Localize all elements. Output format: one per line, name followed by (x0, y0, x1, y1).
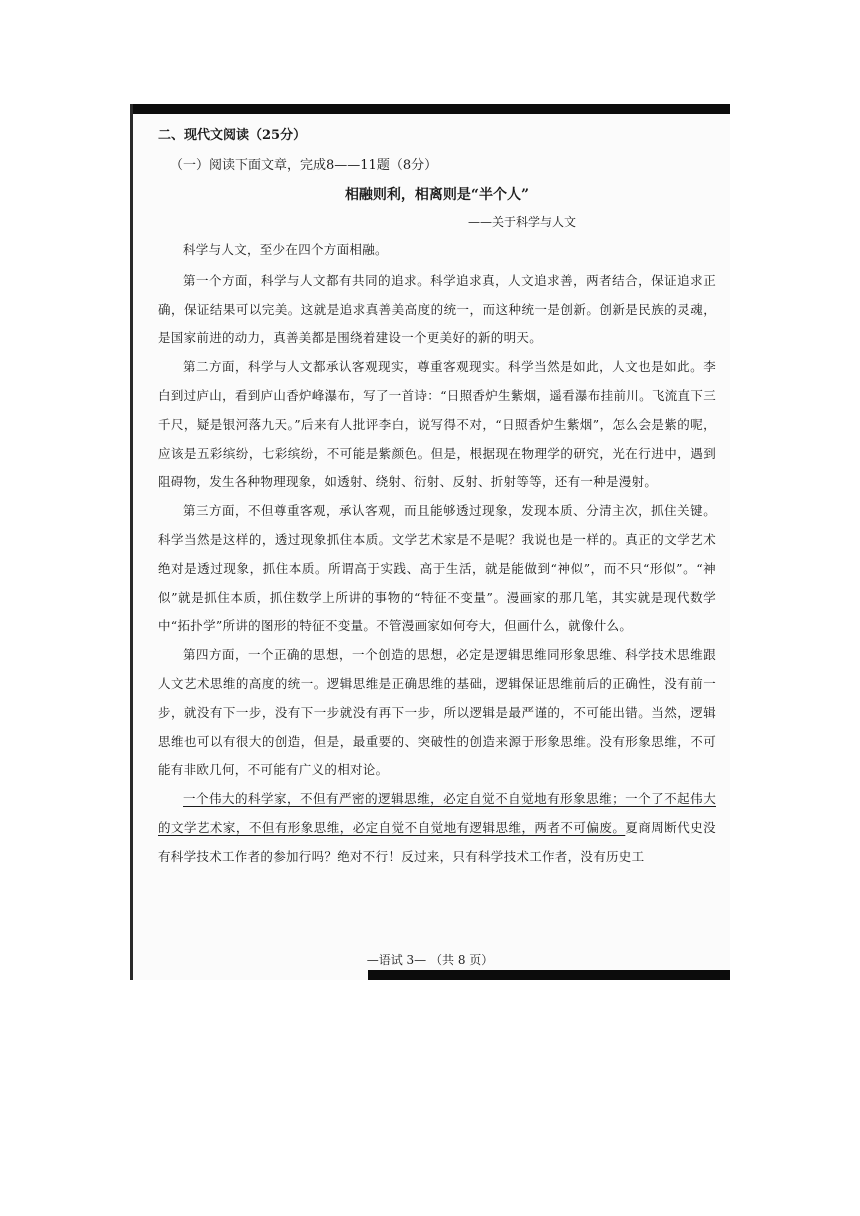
scanned-exam-page (130, 104, 730, 980)
page-content (158, 126, 716, 872)
article-title: 相融则利，相离则是“半个人” (344, 187, 530, 203)
question-instruction: （一）阅读下面文章，完成8——11题（8分） (170, 158, 438, 173)
paragraph-continuation: 夏商周断代史没有科学技术工作者的参加行吗？绝对不行！反过来，只有科学技术工作者，没有历史工 (158, 819, 716, 864)
scan-top-border (130, 104, 730, 114)
paragraph-second-aspect: 第二方面，科学与人文都承认客观现实，尊重客观现实。科学当然是如此，人文也是如此。李白到过庐山，看到庐山香炉峰瀑布，写了一首诗：“日照香炉生紫烟，遥看瀑布挂前川。飞流直下三千尺，疑是银河落九天。”后来有人批评李白，说写得不对，“日照香炉生紫烟”，怎么会是紫的呢，应该是五彩缤纷，七彩缤纷，不可能是紫颜色。但是，根据现在物理学的研究，光在行进中，遇到阻碍物，发生各种物理现象，如透射、绕射、衍射、反射、折射等等，还有一种是漫射。 (158, 359, 716, 490)
section-heading: 二、现代文阅读（25分） (158, 128, 307, 143)
underlined-sentence: 一个伟大的科学家，不但有严密的逻辑思维，必定自觉不自觉地有形象思维；一个了不起伟大的文学艺术家，不但有形象思维，必定自觉不自觉地有逻辑思维，两者不可偏废。 (158, 791, 716, 835)
scan-bottom-border (368, 970, 730, 980)
paragraph-third-aspect: 第三方面，不但尊重客观，承认客观，而且能够透过现象，发现本质、分清主次，抓住关键。科学当然是这样的，透过现象抓住本质。文学艺术家是不是呢？我说也是一样的。真正的文学艺术绝对是透过现象，抓住本质。所谓高于实践、高于生活，就是能做到“神似”，而不只“形似”。“神似”就是抓住本质，抓住数学上所讲的事物的“特征不变量”。漫画家的那几笔，其实就是现代数学中“拓扑学”所讲的图形的特征不变量。不管漫画家如何夸大，但画什么，就像什么。 (158, 503, 716, 634)
scan-left-border (130, 104, 133, 980)
article-subtitle: ——关于科学与人文 (467, 215, 576, 229)
page-footer: —语试 3— （共 8 页） (366, 953, 494, 967)
paragraph-first-aspect: 第一个方面，科学与人文都有共同的追求。科学追求真，人文追求善，两者结合，保证追求正确，保证结果可以完美。这就是追求真善美高度的统一，而这种统一是创新。创新是民族的灵魂，是国家前进的动力，真善美都是围绕着建设一个更美好的新的明天。 (158, 272, 716, 346)
paragraph-intro: 科学与人文，至少在四个方面相融。 (183, 242, 388, 257)
paragraph-conclusion (158, 785, 716, 871)
paragraph-fourth-aspect: 第四方面，一个正确的思想，一个创造的思想，必定是逻辑思维同形象思维、科学技术思维跟人文艺术思维的高度的统一。逻辑思维是正确思维的基础，逻辑保证思维前后的正确性，没有前一步，就没有下一步，没有下一步就没有再下一步，所以逻辑是最严谨的，不可能出错。当然，逻辑思维也可以有很大的创造，但是，最重要的、突破性的创造来源于形象思维。没有形象思维，不可能有非欧几何，不可能有广义的相对论。 (158, 647, 716, 778)
